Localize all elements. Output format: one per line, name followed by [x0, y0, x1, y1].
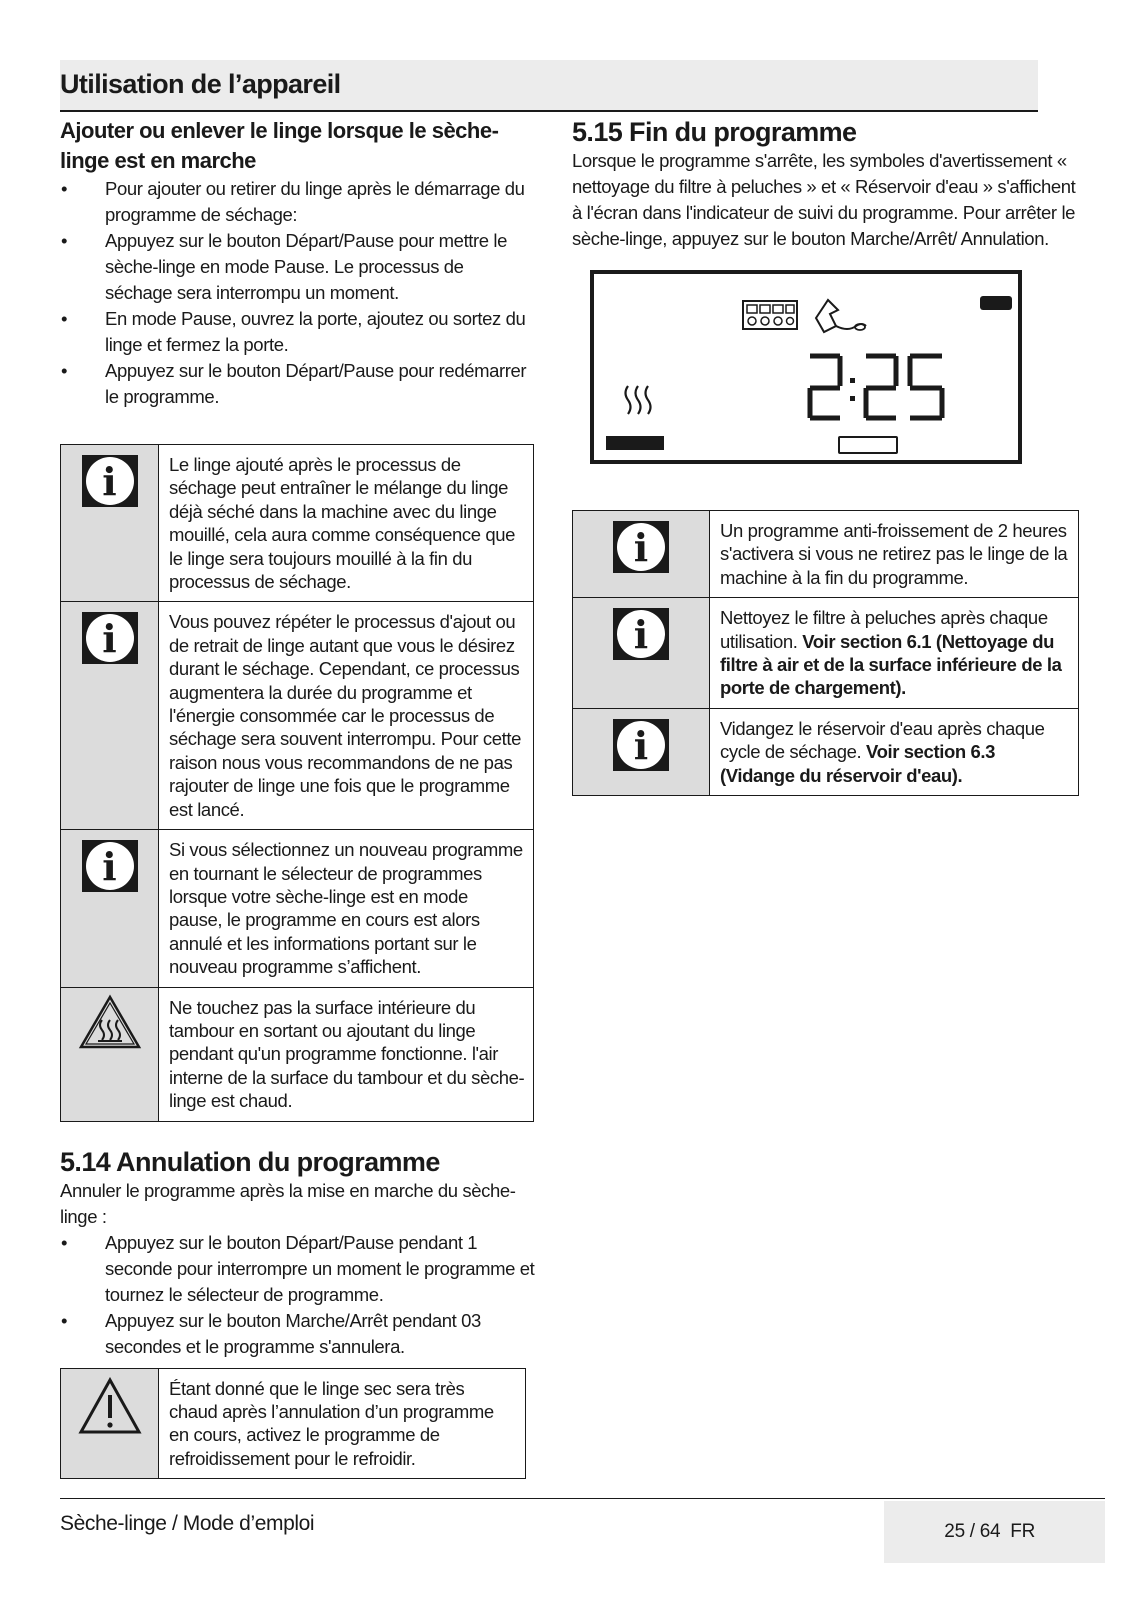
list-item: • Pour ajouter ou retirer du linge après le démarrage du programme de séchage: — [61, 178, 525, 225]
cancel-bullet-list — [60, 1230, 535, 1360]
footer-divider — [60, 1498, 1105, 1499]
note-row — [61, 602, 534, 830]
notes-table — [572, 510, 1079, 796]
add-remove-laundry-heading: Ajouter ou enlever le linge lorsque le sèche-linge est en marche — [60, 118, 499, 173]
remaining-time-display — [804, 350, 954, 426]
list-item: • Appuyez sur le bouton Départ/Pause pour mettre le sèche-linge en mode Pause. Le processus de séchage sera interrompu un moment. — [61, 230, 508, 303]
note-row — [573, 511, 1079, 598]
note-text: Nettoyez le filtre à peluches après chaque utilisation. Voir section 6.1 (Nettoyage du filtre à air et de la surface inférieure de la porte de chargement). — [710, 598, 1079, 709]
warning-text: Étant donné que le linge sec sera très chaud après l’annulation d’un programme en cours, activez le programme de refroidissement pour le refroidir. — [159, 1368, 526, 1479]
lint-filter-warning-icon — [742, 300, 798, 330]
footer-title: Sèche-linge / Mode d’emploi — [60, 1512, 315, 1535]
door-indicator-icon — [838, 436, 898, 454]
footer-page-box — [884, 1501, 1105, 1563]
note-text: Vidangez le réservoir d'eau après chaque cycle de séchage. Voir section 6.3 (Vidange du réservoir d'eau). — [710, 708, 1079, 795]
info-icon: i — [82, 840, 138, 892]
note-row — [61, 830, 534, 987]
note-text: Si vous sélectionnez un nouveau programme en tournant le sélecteur de programmes lorsque votre sèche-linge est en mode pause, le programme en cours est alors annulé et les informations portant sur le nouveau programme s’affichent. — [159, 830, 534, 987]
note-row — [573, 598, 1079, 709]
list-item: • Appuyez sur le bouton Départ/Pause pour redémarrer le programme. — [61, 360, 527, 407]
note-text: Vous pouvez répéter le processus d'ajout ou de retrait de linge autant que vous le désirez durant le séchage. Cependant, ce processus augmentera la durée du programme et l'énergie consommée car le processus de séchage sera souvent interrompu. Pour cette raison nous vous recommandons de ne pas rajouter de linge une fois que le programme est lancé. — [159, 602, 534, 830]
section-5-14-title: 5.14 Annulation du programme — [60, 1146, 440, 1177]
hot-surface-warning-icon — [78, 994, 142, 1050]
info-icon: i — [613, 608, 669, 660]
program-display-panel — [590, 270, 1022, 464]
list-item: • En mode Pause, ouvrez la porte, ajoutez ou sortez du linge et fermez la porte. — [61, 308, 526, 355]
section-5-15-title: 5.15 Fin du programme — [572, 117, 857, 147]
note-row — [61, 987, 534, 1121]
note-row — [61, 445, 534, 602]
list-item: • Appuyez sur le bouton Marche/Arrêt pendant 03 secondes et le programme s'annulera. — [61, 1309, 481, 1357]
page-number: 25 / 64 FR — [944, 1521, 1035, 1542]
right-column — [572, 116, 1079, 796]
note-text: Le linge ajouté après le processus de séchage peut entraîner le mélange du linge déjà séché dans la machine avec du linge mouillé, cela aura comme conséquence que le linge sera toujours mouillé à la fin du processus de séchage. — [159, 445, 534, 602]
note-text: Un programme anti-froissement de 2 heures s'activera si vous ne retirez pas le linge de la machine à la fin du programme. — [710, 511, 1079, 598]
page-title: Utilisation de l’appareil — [60, 69, 341, 99]
page-header — [60, 60, 1038, 112]
status-indicator-icon — [980, 296, 1012, 310]
info-icon: i — [613, 719, 669, 771]
left-column — [60, 116, 535, 1479]
warning-table — [60, 1368, 526, 1480]
note-row — [61, 1368, 526, 1479]
add-remove-bullet-list — [60, 176, 535, 410]
progress-bar-icon — [606, 436, 664, 450]
note-text: Ne touchez pas la surface intérieure du tambour en sortant ou ajoutant du linge pendant qu'un programme fonctionne. l'air interne de la surface du tambour et du sèche-linge est chaud. — [159, 987, 534, 1121]
section-5-15-intro: Lorsque le programme s'arrête, les symboles d'avertissement « nettoyage du filtre à peluches » et « Réservoir d'eau » s'affichent à l'écran dans l'indicateur de suivi du programme. Pour arrêter le sèche-linge, appuyez sur le bouton Marche/Arrêt/ Annulation. — [572, 150, 1076, 249]
warning-triangle-icon — [78, 1377, 142, 1435]
heat-icon — [620, 382, 658, 420]
info-icon: i — [82, 455, 138, 507]
list-item: • Appuyez sur le bouton Départ/Pause pendant 1 seconde pour interrompre un moment le programme et tournez le sélecteur de programme. — [61, 1231, 535, 1305]
section-5-14-intro: Annuler le programme après la mise en marche du sèche-linge : — [60, 1179, 516, 1227]
info-icon: i — [613, 521, 669, 573]
note-row — [573, 708, 1079, 795]
water-tank-warning-icon — [812, 296, 870, 336]
info-icon: i — [82, 612, 138, 664]
notes-table — [60, 444, 534, 1122]
